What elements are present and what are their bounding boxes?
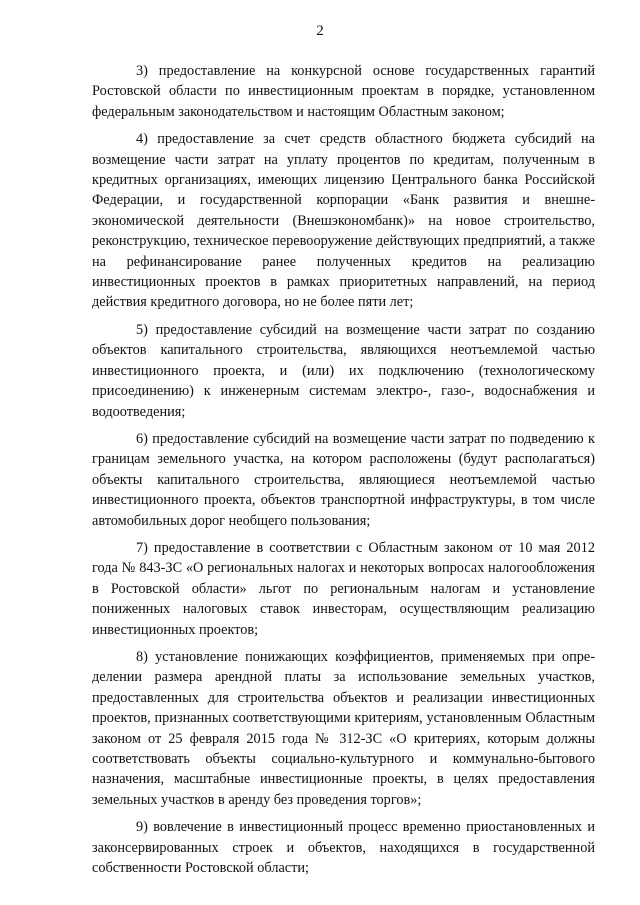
list-item-7: 7) предоставление в соответствии с Областным законом от 10 мая 2012 года № 843-ЗС «О региональных налогах и некоторых вопросах налогообложения в Ростовской области» льгот по региональным налогам и установление пониженных налоговых ставок инвесторам, осуществляющим реализацию инвестиционных проектов; [92, 539, 595, 638]
list-item-6: 6) предоставление субсидий на возмещение части затрат по подведению к границам земельного участка, на котором расположены (будут располагаться) объекты капитального строительства, являющиеся неотъемлемой частью инвестиционного проекта, объектов транспортной инфраструктуры, в том числе автомобильных дорог необщего пользования; [92, 430, 595, 529]
list-item-4: 4) предоставление за счет средств областного бюджета субсидий на возмещение части затрат на уплату процентов по кредитам, полученным в кредитных организациях, имеющих лицензию Центрального банка Российской Федерации, и государственной корпорации «Банк развития и внешнеэкономической деятельности (Внешэкономбанк)» на новое строительство, реконструкцию, техническое перевооружение действующих предприятий, а также на рефинансирование ранее полученных кредитов на реализацию инвестиционных проектов в рамках приоритетных направлений, на период действия кредитного договора, но не более пяти лет; [92, 131, 595, 311]
list-item-3: 3) предоставление на конкурсной основе государственных гарантий Ростовской области по инвестиционным проектам в порядке, установленном федеральным законодательством и настоящим Областным законом; [92, 63, 595, 120]
page-number: 2 [316, 23, 324, 39]
document-body [92, 61, 595, 885]
list-item-5: 5) предоставление субсидий на возмещение части затрат по созданию объектов капитального строительства, являющихся неотъемлемой частью инвестиционного проекта, и (или) их подключению (технологическому присоединению) к инженерным системам электро-, газо-, водоснабжения и водоотведения; [92, 321, 595, 420]
list-item-8: 8) установление понижающих коэффициентов, применяемых при определении размера арендной платы за использование земельных участков, предоставленных для строительства объектов и реализации инвестиционных проектов, признанных соответствующими критериям, установленным Областным законом от 25 февраля 2015 года № 312-ЗС «О критериях, которым должны соответствовать объекты социально-культурного и коммунально-бытового назначения, масштабные инвестиционные проекты, в целях предоставления земельных участков в аренду без проведения торгов»; [92, 648, 595, 808]
list-item-9: 9) вовлечение в инвестиционный процесс временно приостановленных и законсервированных строек и объектов, находящихся в государственной собственности Ростовской области; [92, 819, 595, 877]
